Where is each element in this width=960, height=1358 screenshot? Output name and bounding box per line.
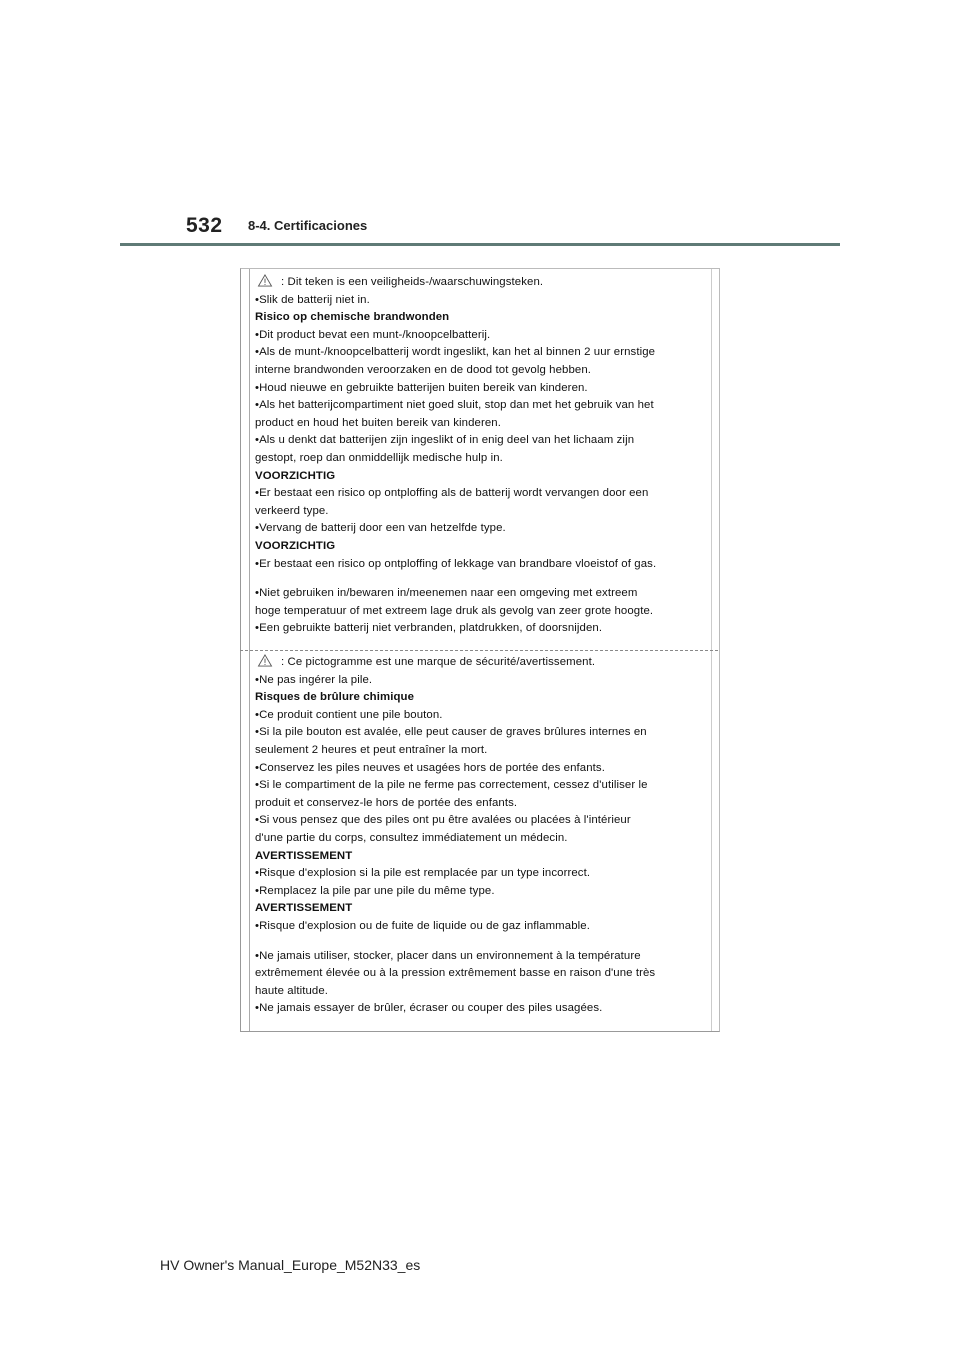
text-line: •Risque d'explosion ou de fuite de liquide ou de gaz inflammable. <box>255 919 590 932</box>
french-lines <box>255 672 715 1018</box>
text-line: •Slik de batterij niet in. <box>255 293 370 306</box>
footer-text: HV Owner's Manual_Europe_M52N33_es <box>160 1257 421 1273</box>
text-line: d'une partie du corps, consultez immédiatement un médecin. <box>255 831 568 844</box>
warning-triangle-icon <box>257 654 273 667</box>
text-line: •Risque d'explosion si la pile est remplacée par un type incorrect. <box>255 867 591 880</box>
section-heading: AVERTISSEMENT <box>255 902 353 915</box>
text-line: •Als het batterijcompartiment niet goed sluit, stop dan met het gebruik van het <box>255 399 654 412</box>
text-line: haute altitude. <box>255 984 329 997</box>
dutch-section <box>255 274 715 638</box>
text-line: •Als u denkt dat batterijen zijn ingeslikt of in enig deel van het lichaam zijn <box>255 434 635 447</box>
text-line: •Houd nieuwe en gebruikte batterijen buiten bereik van kinderen. <box>255 381 588 394</box>
section-heading: VOORZICHTIG <box>255 539 336 552</box>
text-line: verkeerd type. <box>255 504 329 517</box>
section-title: 8-4. Certificaciones <box>248 218 368 233</box>
language-divider <box>240 650 718 651</box>
warning-triangle-icon <box>257 274 273 287</box>
french-warning-text: : Ce pictogramme est une marque de sécurité/avertissement. <box>281 656 596 668</box>
section-heading: AVERTISSEMENT <box>255 849 353 862</box>
page-number: 532 <box>186 214 223 237</box>
french-warning-line <box>255 654 715 672</box>
text-line: interne brandwonden veroorzaken en de dood tot gevolg hebben. <box>255 363 592 376</box>
section-heading: VOORZICHTIG <box>255 469 336 482</box>
section-heading: Risques de brûlure chimique <box>255 691 415 704</box>
section-heading: Risico op chemische brandwonden <box>255 311 450 324</box>
text-line: •Si la pile bouton est avalée, elle peut causer de graves brûlures internes en <box>255 726 647 739</box>
text-line: product en houd het buiten bereik van kinderen. <box>255 416 501 429</box>
text-line: •Er bestaat een risico op ontploffing of lekkage van brandbare vloeistof of gas. <box>255 557 657 570</box>
text-line: •Remplacez la pile par une pile du même type. <box>255 884 495 897</box>
text-line: •Ne jamais essayer de brûler, écraser ou couper des piles usagées. <box>255 1002 603 1015</box>
french-section <box>255 654 715 1018</box>
dutch-warning-text: : Dit teken is een veiligheids-/waarschuwingsteken. <box>281 276 544 288</box>
text-line: •Vervang de batterij door een van hetzelfde type. <box>255 522 506 535</box>
dutch-warning-line <box>255 274 715 292</box>
text-line: extrêmement élevée ou à la pression extrêmement basse en raison d'une très <box>255 967 656 980</box>
text-line <box>255 936 715 948</box>
text-line: produit et conservez-le hors de portée des enfants. <box>255 796 518 809</box>
text-line <box>255 573 715 585</box>
text-line: •Si vous pensez que des piles ont pu être avalées ou placées à l'intérieur <box>255 814 631 827</box>
text-line: hoge temperatuur of met extreem lage druk als gevolg van zeer grote hoogte. <box>255 604 654 617</box>
text-line: •Conservez les piles neuves et usagées hors de portée des enfants. <box>255 761 605 774</box>
text-line: •Niet gebruiken in/bewaren in/meenemen naar een omgeving met extreem <box>255 587 638 600</box>
header-rule <box>120 243 840 246</box>
text-line: gestopt, roep dan onmiddellijk medische hulp in. <box>255 451 503 464</box>
dutch-lines <box>255 292 715 638</box>
text-line: •Een gebruikte batterij niet verbranden, platdrukken, of doorsnijden. <box>255 622 603 635</box>
text-line: •Si le compartiment de la pile ne ferme pas correctement, cessez d'utiliser le <box>255 779 648 792</box>
text-line: •Als de munt-/knoopcelbatterij wordt ingeslikt, kan het al binnen 2 uur ernstige <box>255 346 656 359</box>
text-line: •Er bestaat een risico op ontploffing als de batterij wordt vervangen door een <box>255 487 649 500</box>
text-line: •Ne jamais utiliser, stocker, placer dans un environnement à la température <box>255 949 641 962</box>
text-line: •Ce produit contient une pile bouton. <box>255 708 443 721</box>
text-line: •Dit product bevat een munt-/knoopcelbatterij. <box>255 328 491 341</box>
text-line: seulement 2 heures et peut entraîner la mort. <box>255 743 488 756</box>
text-line: •Ne pas ingérer la pile. <box>255 673 373 686</box>
